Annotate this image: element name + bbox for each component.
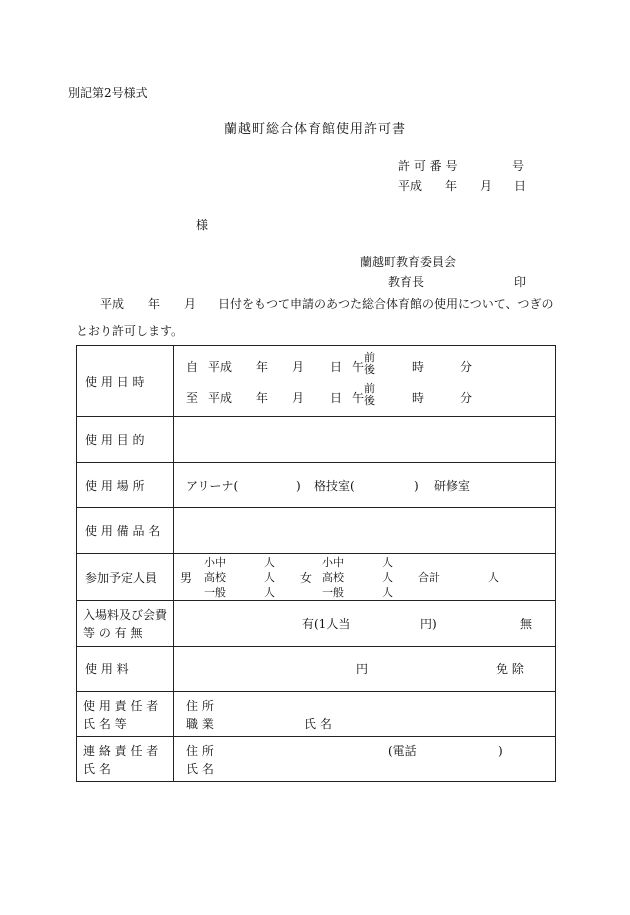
addressee-suffix: 様	[196, 218, 209, 232]
value-equipment-cell[interactable]	[174, 508, 556, 554]
form-number: 別記第2号様式	[68, 86, 148, 100]
from-year: 年	[256, 360, 269, 374]
label-fee: 使 用 料	[85, 662, 129, 676]
label-place: 使 用 場 所	[85, 479, 145, 493]
female-shochu: 小中	[322, 556, 344, 569]
value-place-cell	[174, 463, 556, 508]
value-participants-cell	[174, 554, 556, 601]
permit-date-month: 月	[480, 179, 493, 193]
label-contact-1: 連 絡 責 任 者	[83, 744, 159, 758]
from-month: 月	[292, 360, 305, 374]
total-label: 合計	[418, 571, 440, 584]
label-responsible-cell	[77, 692, 174, 737]
fee-exempt: 免 除	[496, 662, 524, 676]
place-kakugi: 格技室(	[314, 479, 355, 493]
permit-date-day: 日	[514, 179, 527, 193]
from-era: 平成	[208, 360, 233, 374]
female-ippan: 一般	[322, 586, 344, 599]
row-responsible	[77, 692, 556, 737]
from-hour: 時	[412, 360, 425, 374]
row-datetime	[77, 346, 556, 417]
value-fee-cell	[174, 647, 556, 692]
body-month: 月	[184, 297, 197, 311]
document-title: 蘭越町総合体育館使用許可書	[223, 122, 406, 137]
fee-yen: 円	[356, 662, 369, 676]
permit-table	[76, 345, 556, 782]
male-label: 男	[180, 571, 193, 585]
body-year: 年	[148, 297, 161, 311]
permit-number-label: 許 可 番 号	[398, 159, 458, 173]
to-hour: 時	[412, 391, 425, 405]
to-month: 月	[292, 391, 305, 405]
label-contact-2: 氏 名	[83, 762, 111, 776]
label-equipment: 使 用 備 品 名	[85, 524, 161, 538]
place-arena-close: )	[296, 479, 301, 493]
issuer-title: 教育長	[388, 275, 425, 289]
to-am: 前	[364, 382, 375, 395]
admission-yen: 円)	[420, 617, 437, 631]
label-admission-1: 入場料及び会費	[83, 608, 168, 622]
place-arena: アリーナ(	[186, 479, 239, 493]
to-pm: 後	[364, 394, 375, 407]
responsible-address: 住 所	[186, 699, 214, 713]
body-era: 平成	[100, 297, 125, 311]
label-admission-2: 等 の 有 無	[83, 626, 143, 640]
row-equipment	[77, 508, 556, 554]
from-go: 午	[352, 360, 365, 374]
value-contact-cell	[174, 737, 556, 782]
label-participants: 参加予定人員	[85, 571, 158, 585]
permit-date-era: 平成	[398, 179, 423, 193]
label-admission-cell	[77, 601, 174, 647]
female-koko-unit: 人	[382, 571, 393, 584]
row-contact	[77, 737, 556, 782]
row-fee	[77, 647, 556, 692]
from-ampm	[364, 352, 375, 376]
label-equipment-cell	[77, 508, 174, 554]
value-purpose-cell[interactable]	[174, 417, 556, 463]
row-purpose	[77, 417, 556, 463]
admission-no: 無	[520, 617, 533, 631]
contact-phone: (電話	[388, 744, 417, 758]
to-mark: 至	[186, 391, 199, 405]
from-pm: 後	[364, 363, 375, 376]
label-purpose: 使 用 目 的	[85, 433, 145, 447]
from-am: 前	[364, 351, 375, 364]
admission-yes: 有(1人当	[302, 617, 351, 631]
from-minute: 分	[460, 360, 473, 374]
place-kakugi-close: )	[414, 479, 419, 493]
to-era: 平成	[208, 391, 233, 405]
to-minute: 分	[460, 391, 473, 405]
label-contact-cell	[77, 737, 174, 782]
body-text: 日付をもつて申請のあつた総合体育館の使用について、つぎの	[218, 297, 554, 311]
label-responsible-1: 使 用 責 任 者	[83, 699, 159, 713]
female-ippan-unit: 人	[382, 586, 393, 599]
place-kenshu: 研修室	[434, 479, 471, 493]
male-shochu: 小中	[204, 556, 226, 569]
row-place	[77, 463, 556, 508]
responsible-name: 氏 名	[304, 717, 332, 731]
label-datetime-cell	[77, 346, 174, 417]
female-shochu-unit: 人	[382, 556, 393, 569]
value-datetime-cell	[174, 346, 556, 417]
label-datetime: 使 用 日 時	[85, 375, 145, 389]
label-place-cell	[77, 463, 174, 508]
issuer-org: 蘭越町教育委員会	[360, 255, 457, 269]
from-mark: 自	[186, 360, 199, 374]
male-shochu-unit: 人	[264, 556, 275, 569]
row-participants	[77, 554, 556, 601]
permit-date-year: 年	[445, 179, 458, 193]
label-fee-cell	[77, 647, 174, 692]
label-responsible-2: 氏 名 等	[83, 717, 127, 731]
value-responsible-cell	[174, 692, 556, 737]
body-text-line2: とおり許可します。	[76, 324, 184, 338]
row-admission	[77, 601, 556, 647]
male-ippan-unit: 人	[264, 586, 275, 599]
seal-mark: 印	[514, 275, 527, 289]
total-unit: 人	[488, 571, 499, 584]
label-purpose-cell	[77, 417, 174, 463]
label-participants-cell	[77, 554, 174, 601]
to-go: 午	[352, 391, 365, 405]
male-koko: 高校	[204, 571, 226, 584]
contact-address: 住 所	[186, 744, 214, 758]
male-koko-unit: 人	[264, 571, 275, 584]
contact-phone-close: )	[498, 744, 503, 758]
to-day: 日	[330, 391, 343, 405]
to-ampm	[364, 383, 375, 407]
permit-number-unit: 号	[512, 159, 525, 173]
male-ippan: 一般	[204, 586, 226, 599]
female-label: 女	[300, 571, 313, 585]
value-admission-cell	[174, 601, 556, 647]
from-day: 日	[330, 360, 343, 374]
female-koko: 高校	[322, 571, 344, 584]
to-year: 年	[256, 391, 269, 405]
contact-name: 氏 名	[186, 762, 214, 776]
responsible-occupation: 職 業	[186, 717, 214, 731]
